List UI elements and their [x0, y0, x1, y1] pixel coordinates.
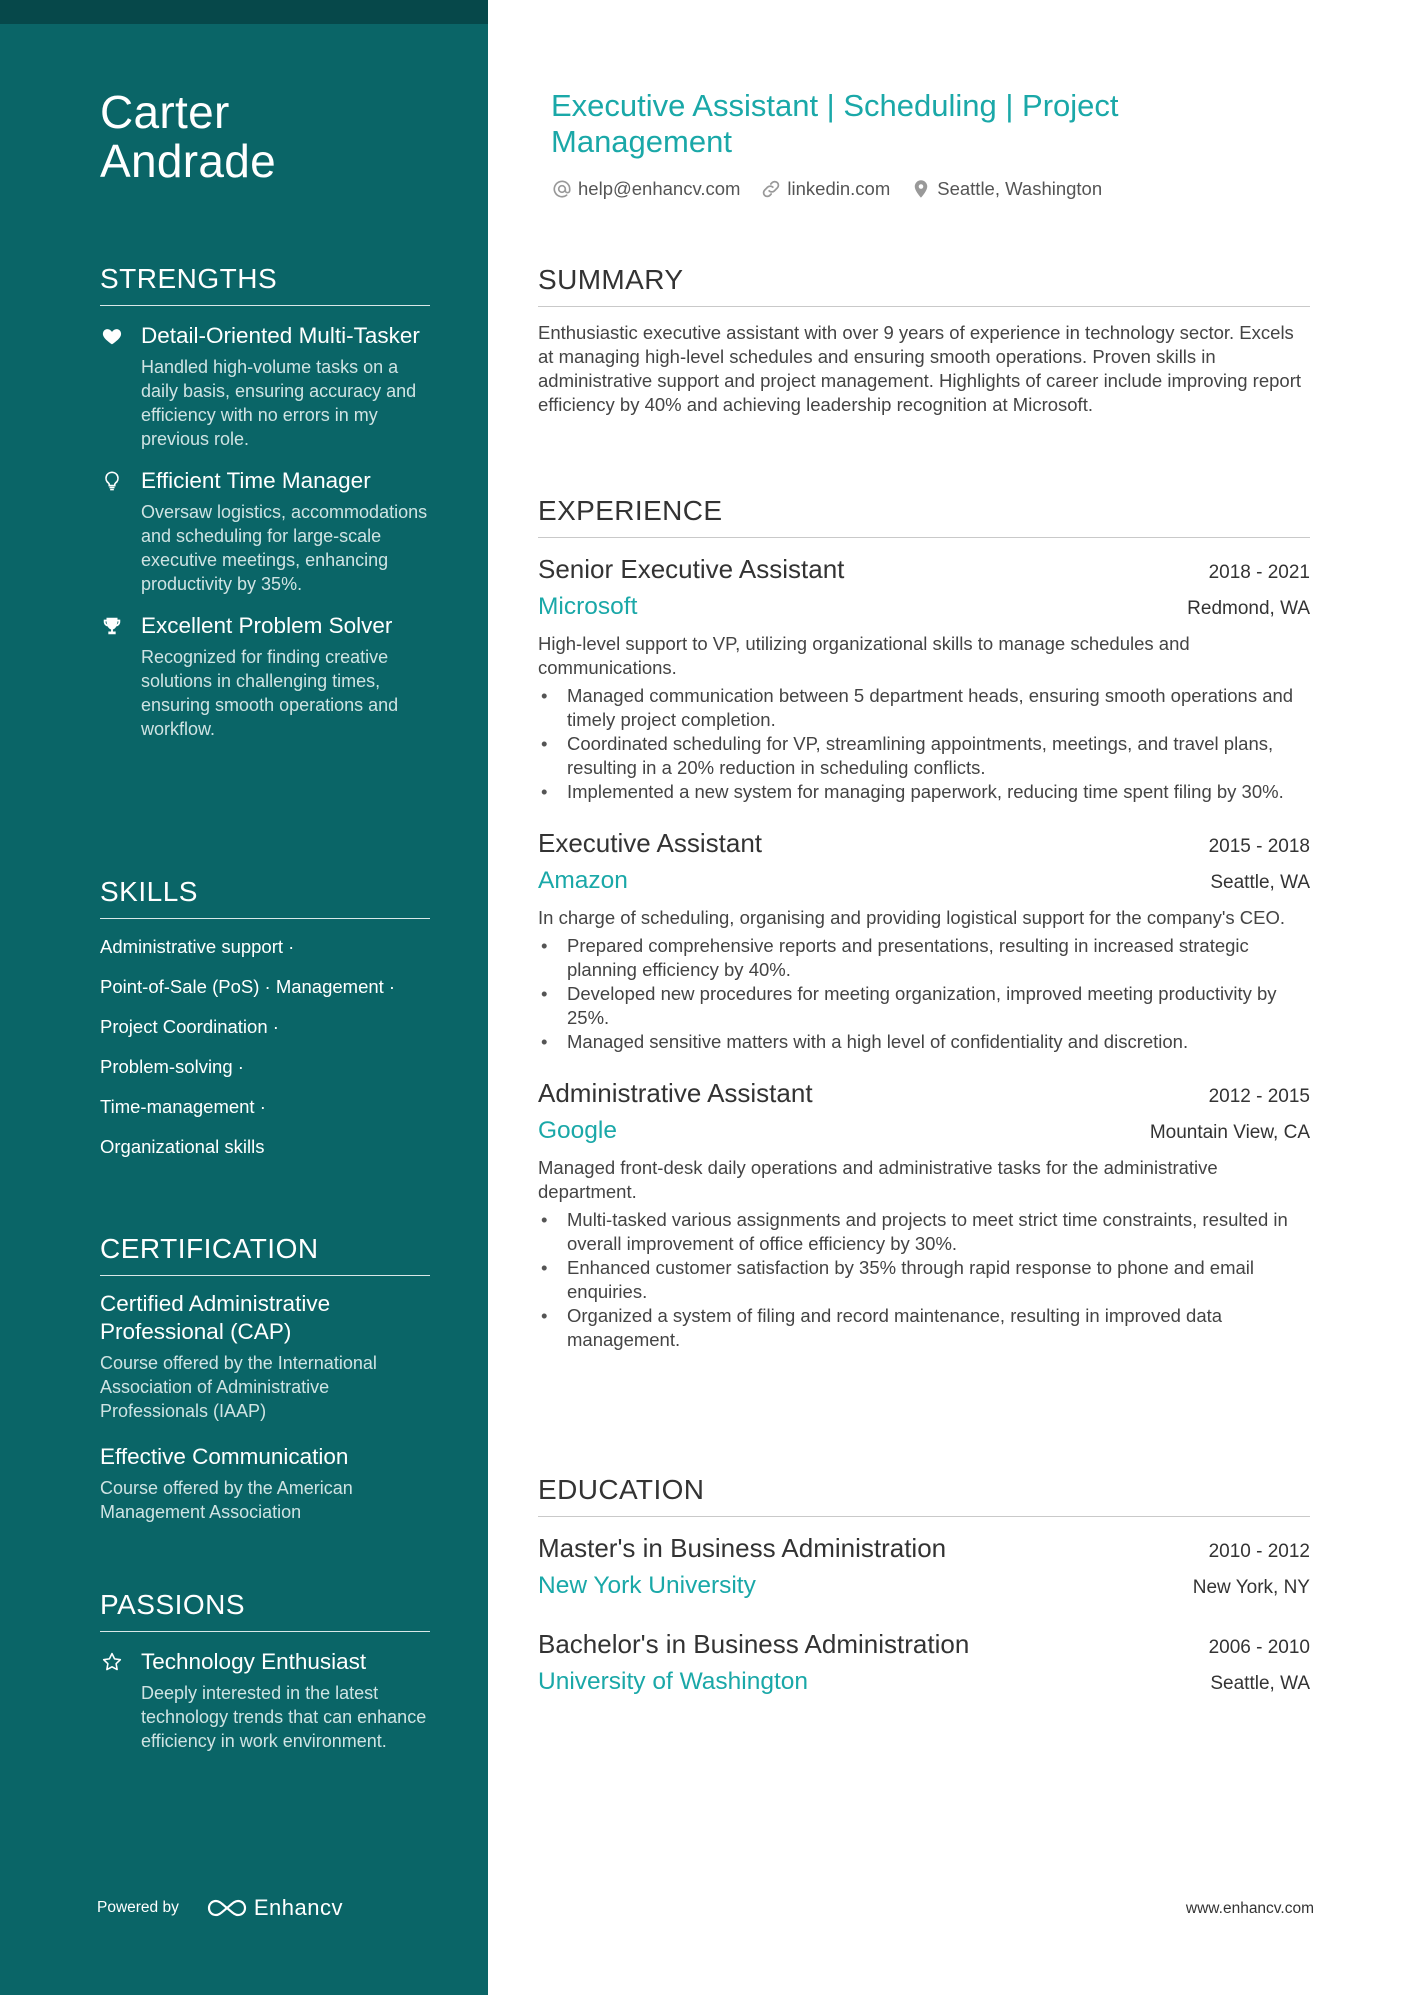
- skill-item: Administrative support ·: [100, 936, 295, 957]
- certification-name: Certified Administrative Professional (CAP): [100, 1291, 331, 1344]
- strengths-section: [100, 263, 430, 741]
- education-location: Seattle, WA: [1210, 1673, 1310, 1694]
- experience-section: [538, 495, 1310, 1352]
- sidebar: [0, 0, 488, 1995]
- passion-title: Technology Enthusiast: [141, 1649, 367, 1674]
- passions-title: PASSIONS: [100, 1589, 430, 1632]
- education-dates: 2006 - 2010: [1208, 1637, 1310, 1658]
- email-text: help@enhancv.com: [578, 178, 741, 199]
- job-title: Executive Assistant: [538, 828, 762, 858]
- job-title: Senior Executive Assistant: [538, 554, 845, 584]
- enhancv-brand: Enhancv: [253, 1895, 343, 1920]
- job-dates: 2012 - 2015: [1208, 1086, 1310, 1107]
- contact-location: [910, 178, 1102, 200]
- strength-description: Handled high-volume tasks on a daily basis, ensuring accuracy and efficiency with no errors in my previous role.: [141, 357, 417, 449]
- job-dates: 2015 - 2018: [1208, 836, 1310, 857]
- skills-list: [100, 935, 430, 1159]
- infinity-icon: [205, 1897, 249, 1919]
- job-bullets: [538, 934, 1310, 1054]
- enhancv-logo[interactable]: [205, 1895, 343, 1921]
- job-location: Mountain View, CA: [1149, 1122, 1310, 1143]
- certification-description: Course offered by the American Management Association: [100, 1478, 353, 1522]
- powered-by-label: Powered by: [97, 1899, 179, 1916]
- job-bullet: • Prepared comprehensive reports and presentations, resulting in increased strategic planning efficiency by 40%.: [538, 934, 1310, 982]
- degree: Master's in Business Administration: [538, 1533, 947, 1563]
- education-title: EDUCATION: [538, 1474, 1310, 1517]
- linkedin-text: linkedin.com: [787, 178, 891, 199]
- heart-icon: [100, 324, 124, 348]
- job-summary: Managed front-desk daily operations and administrative tasks for the administrative department.: [538, 1157, 1218, 1202]
- certification-item: [100, 1443, 430, 1524]
- strengths-title: STRENGTHS: [100, 263, 430, 306]
- passion-item: [100, 1648, 430, 1753]
- skill-item: Project Coordination ·: [100, 1016, 279, 1037]
- school: New York University: [538, 1572, 756, 1599]
- education-section: [538, 1474, 1310, 1699]
- certification-description: Course offered by the International Association of Administrative Professionals (IAAP): [100, 1353, 377, 1421]
- school: University of Washington: [538, 1668, 809, 1695]
- powered-by: [97, 1895, 343, 1921]
- strength-title: Efficient Time Manager: [141, 468, 371, 493]
- skill-item: Point-of-Sale (PoS) · Management ·: [100, 976, 396, 997]
- education-entry: [538, 1531, 1310, 1603]
- passions-section: [100, 1589, 430, 1753]
- education-location: New York, NY: [1192, 1577, 1310, 1598]
- headline: Executive Assistant | Scheduling | Project Management: [551, 88, 1119, 159]
- education-dates: 2010 - 2012: [1208, 1541, 1310, 1562]
- sidebar-top-bar: [0, 0, 488, 24]
- strength-item: [100, 467, 430, 596]
- trophy-icon: [100, 614, 124, 638]
- location-text: Seattle, Washington: [937, 178, 1103, 199]
- job-bullet: • Implemented a new system for managing paperwork, reducing time spent filing by 30%.: [538, 780, 1310, 804]
- summary-title: SUMMARY: [538, 264, 1310, 307]
- contact-email[interactable]: [551, 178, 740, 200]
- job-summary: High-level support to VP, utilizing organizational skills to manage schedules and communications.: [538, 633, 1190, 678]
- job-entry: [538, 552, 1310, 804]
- job-bullets: [538, 1208, 1310, 1352]
- certification-section: [100, 1233, 430, 1524]
- location-pin-icon: [910, 178, 932, 200]
- experience-title: EXPERIENCE: [538, 495, 1310, 538]
- job-bullet: • Enhanced customer satisfaction by 35% through rapid response to phone and email enquiries.: [538, 1256, 1310, 1304]
- job-location: Seattle, WA: [1210, 872, 1310, 893]
- skills-section: [100, 876, 430, 1159]
- job-bullet: • Managed communication between 5 department heads, ensuring smooth operations and timely project completion.: [538, 684, 1310, 732]
- summary-section: [538, 264, 1310, 417]
- job-location: Redmond, WA: [1187, 598, 1310, 619]
- strength-description: Oversaw logistics, accommodations and scheduling for large-scale executive meetings, enhancing productivity by 35%.: [141, 502, 428, 594]
- job-summary: In charge of scheduling, organising and providing logistical support for the company's CEO.: [538, 907, 1286, 928]
- contact-bar: [551, 178, 1122, 200]
- job-entry: [538, 1076, 1310, 1352]
- skill-item: Time-management ·: [100, 1096, 266, 1117]
- contact-linkedin[interactable]: [760, 178, 890, 200]
- link-icon: [760, 178, 782, 200]
- first-name: Carter: [100, 86, 230, 138]
- website-link[interactable]: www.enhancv.com: [1185, 1900, 1314, 1917]
- summary-text: Enthusiastic executive assistant with over 9 years of experience in technology sector. Excels at managing high-level schedules and ensuring smooth operations. Proven skills in administrative support and project management. Highlights of career include improving report efficiency by 40% and achieving leadership recognition at Microsoft.: [538, 322, 1301, 415]
- skill-item: Organizational skills: [100, 1136, 265, 1157]
- star-icon: [100, 1650, 124, 1674]
- job-dates: 2018 - 2021: [1208, 562, 1310, 583]
- skill-item: Problem-solving ·: [100, 1056, 244, 1077]
- degree: Bachelor's in Business Administration: [538, 1629, 970, 1659]
- job-bullets: [538, 684, 1310, 804]
- education-entry: [538, 1627, 1310, 1699]
- strength-item: [100, 612, 430, 741]
- skills-title: SKILLS: [100, 876, 430, 919]
- last-name: Andrade: [100, 135, 277, 187]
- strength-title: Excellent Problem Solver: [141, 613, 393, 638]
- person-name: [100, 88, 276, 186]
- at-icon: [551, 178, 573, 200]
- certification-name: Effective Communication: [100, 1444, 349, 1469]
- job-entry: [538, 826, 1310, 1054]
- job-bullet: • Managed sensitive matters with a high level of confidentiality and discretion.: [538, 1030, 1310, 1054]
- job-bullet: • Coordinated scheduling for VP, streamlining appointments, meetings, and travel plans, resulting in a 20% reduction in scheduling conflicts.: [538, 732, 1310, 780]
- job-bullet: • Organized a system of filing and record maintenance, resulting in improved data management.: [538, 1304, 1310, 1352]
- job-company: Google: [538, 1117, 618, 1144]
- strength-description: Recognized for finding creative solutions in challenging times, ensuring smooth operations and workflow.: [141, 647, 399, 739]
- strength-item: [100, 322, 430, 451]
- passion-description: Deeply interested in the latest technology trends that can enhance efficiency in work environment.: [141, 1683, 427, 1751]
- job-bullet: • Multi-tasked various assignments and projects to meet strict time constraints, resulted in overall improvement of office efficiency by 30%.: [538, 1208, 1310, 1256]
- lightbulb-icon: [100, 469, 124, 493]
- job-company: Amazon: [538, 867, 628, 894]
- job-company: Microsoft: [538, 593, 638, 620]
- certification-title: CERTIFICATION: [100, 1233, 430, 1276]
- strength-title: Detail-Oriented Multi-Tasker: [141, 323, 420, 348]
- job-bullet: • Developed new procedures for meeting organization, improved meeting productivity by 25%.: [538, 982, 1310, 1030]
- certification-item: [100, 1290, 430, 1423]
- job-title: Administrative Assistant: [538, 1078, 813, 1108]
